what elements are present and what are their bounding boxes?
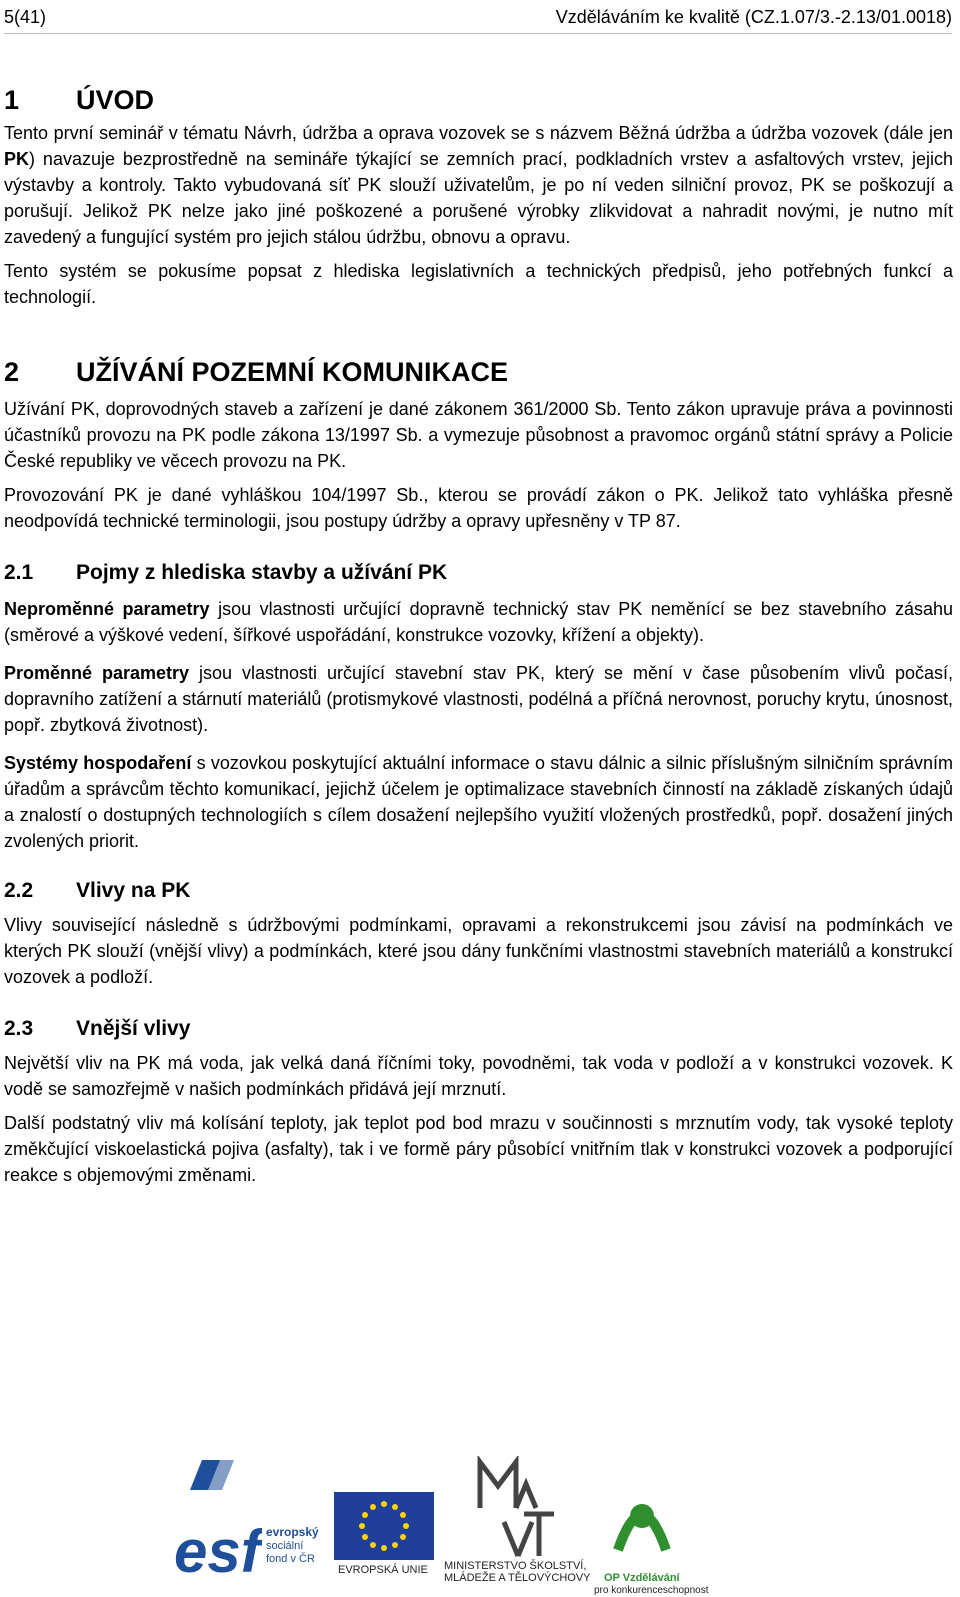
page-header xyxy=(4,7,952,29)
heading-title: Vlivy na PK xyxy=(76,879,191,902)
esf-mark-icon xyxy=(172,1460,262,1574)
project-code: Vzděláváním ke kvalitě (CZ.1.07/3.-2.13/01.0018) xyxy=(555,7,952,27)
heading-number: 2.3 xyxy=(4,1017,34,1040)
paragraph-intro-1 xyxy=(4,120,953,250)
esf-label-3: fond v ČR xyxy=(266,1553,315,1565)
paragraph-external-1: Největší vliv na PK má voda, jak velká daná říčními toky, povodněmi, tak voda v podloží a v konstrukci vozovek. K vodě se samozřejmě v našich podmínkách přidává její mrznutí. xyxy=(4,1053,953,1099)
definition-variable-params xyxy=(4,660,953,738)
op-label-2: pro konkurenceschopnost xyxy=(594,1585,709,1596)
esf-logo xyxy=(172,1460,319,1574)
page-number: 5(41) xyxy=(4,7,47,27)
svg-text:esf: esf xyxy=(174,1518,261,1574)
eu-label: EVROPSKÁ UNIE xyxy=(338,1564,428,1576)
document-body xyxy=(4,80,953,1188)
paragraph-influences: Vlivy související následně s údržbovými podmínkami, opravami a rekonstrukcemi jsou závisí na podmínkách ve kterých PK slouží (vnější vlivy) a podmínkách, které jsou dány funkčními vlastnostmi stavebních materiálů a konstrukcí vozovek a podloží. xyxy=(4,915,953,987)
bold-abbrev: PK xyxy=(4,149,30,169)
paragraph-external-2: Další podstatný vliv má kolísání teploty, jak teplot pod bod mrazu v součinnosti s mrznutím vody, tak vysoké teploty změkčující viskoelastická pojiva (asfalty), tak i ve formě páry působící vnitřním tlak v konstrukci vozovek a podporující reakce s objemovými změnami. xyxy=(4,1113,953,1185)
heading-2-2 xyxy=(4,876,953,906)
heading-title: Pojmy z hlediska stavby a užívání PK xyxy=(76,561,448,584)
term: Neproměnné parametry xyxy=(4,599,210,619)
header-rule xyxy=(4,33,952,34)
heading-2 xyxy=(4,352,953,392)
eu-flag-icon xyxy=(334,1492,434,1560)
footer-logos xyxy=(0,1432,960,1596)
heading-title: Vnější vlivy xyxy=(76,1017,191,1040)
heading-2-1 xyxy=(4,558,953,588)
paragraph-usage-2: Provozování PK je dané vyhláškou 104/1997 Sb., kterou se provádí zákon o PK. Jelikož tato vyhláška přesně neodpovídá technické terminologii, jsou postupy údržby a opravy upřesněny v TP 87. xyxy=(4,485,953,531)
msmt-label-1: MINISTERSTVO ŠKOLSTVÍ, xyxy=(444,1560,587,1572)
heading-number: 1 xyxy=(4,85,20,115)
heading-title: ÚVOD xyxy=(76,85,155,115)
eu-flag-logo xyxy=(334,1492,434,1576)
op-label-1: OP Vzdělávání xyxy=(604,1572,680,1584)
msmt-mark-icon xyxy=(444,1456,584,1558)
op-logo xyxy=(594,1490,709,1596)
heading-number: 2.2 xyxy=(4,879,34,902)
op-mark-icon xyxy=(594,1490,690,1568)
heading-2-3 xyxy=(4,1014,953,1044)
text-run: Tento první seminář v tématu Návrh, údržba a oprava vozovek se s názvem Běžná údržba a údržba vozovek (dále jen xyxy=(4,123,953,143)
definition-management-systems xyxy=(4,750,953,854)
term: Systémy hospodaření xyxy=(4,753,192,773)
heading-title: UŽÍVÁNÍ POZEMNÍ KOMUNIKACE xyxy=(76,357,508,387)
term: Proměnné parametry xyxy=(4,663,190,683)
heading-number: 2.1 xyxy=(4,561,34,584)
definition-text: jsou vlastnosti určující stavební stav PK, který se mění v čase působením vlivů počasí, dopravního zatížení a stárnutí materiálů (protismykové vlastnosti, podélná a příčná nerovnost, poruchy krytu, únosnost, popř. zbytková životnost). xyxy=(4,663,953,735)
esf-label-2: sociální xyxy=(266,1540,304,1552)
esf-label-1: evropský xyxy=(266,1525,319,1539)
definition-text: jsou vlastnosti určující dopravně technický stav PK neměnící se bez stavebního zásahu (směrové a výškové vedení, šířkové uspořádání, konstrukce vozovky, křížení a objekty). xyxy=(4,599,953,645)
paragraph-usage-1: Užívání PK, doprovodných staveb a zařízení je dané zákonem 361/2000 Sb. Tento zákon upravuje práva a povinnosti účastníků provozu na PK podle zákona 13/1997 Sb. a vymezuje působnost a pravomoc orgánů státní správy a Policie České republiky ve věcech provozu na PK. xyxy=(4,399,953,471)
definition-text: s vozovkou poskytující aktuální informace o stavu dálnic a silnic příslušným silničním správním úřadům a správcům těchto komunikací, jejichž účelem je optimalizace stavebních činností na základě získaných údajů a znalostí o dostupných technologiích s cílem dosažení nejlepšího využití vložených prostředků, popř. dosažení jiných zvolených priorit. xyxy=(4,753,953,851)
text-run: ) navazuje bezprostředně na semináře týkající se zemních prací, podkladních vrstev a asfaltových vrstev, jejich výstavby a kontroly. Takto vybudovaná síť PK slouží uživatelům, je po ní veden silniční provoz, PK se poškozují a porušují. Jelikož PK nelze jako jiné poškozené a porušené výrobky zlikvidovat a nahradit novými, je nutno mít zavedený a fungující systém pro jejich stálou údržbu, obnovu a opravu. xyxy=(4,149,953,247)
definition-fixed-params xyxy=(4,596,953,648)
msmt-label-2: MLÁDEŽE A TĚLOVÝCHOVY xyxy=(444,1572,591,1584)
heading-1 xyxy=(4,80,953,120)
msmt-logo xyxy=(444,1456,591,1584)
paragraph-intro-2: Tento systém se pokusíme popsat z hlediska legislativních a technických předpisů, jeho potřebných funkcí a technologií. xyxy=(4,261,953,307)
heading-number: 2 xyxy=(4,357,20,387)
